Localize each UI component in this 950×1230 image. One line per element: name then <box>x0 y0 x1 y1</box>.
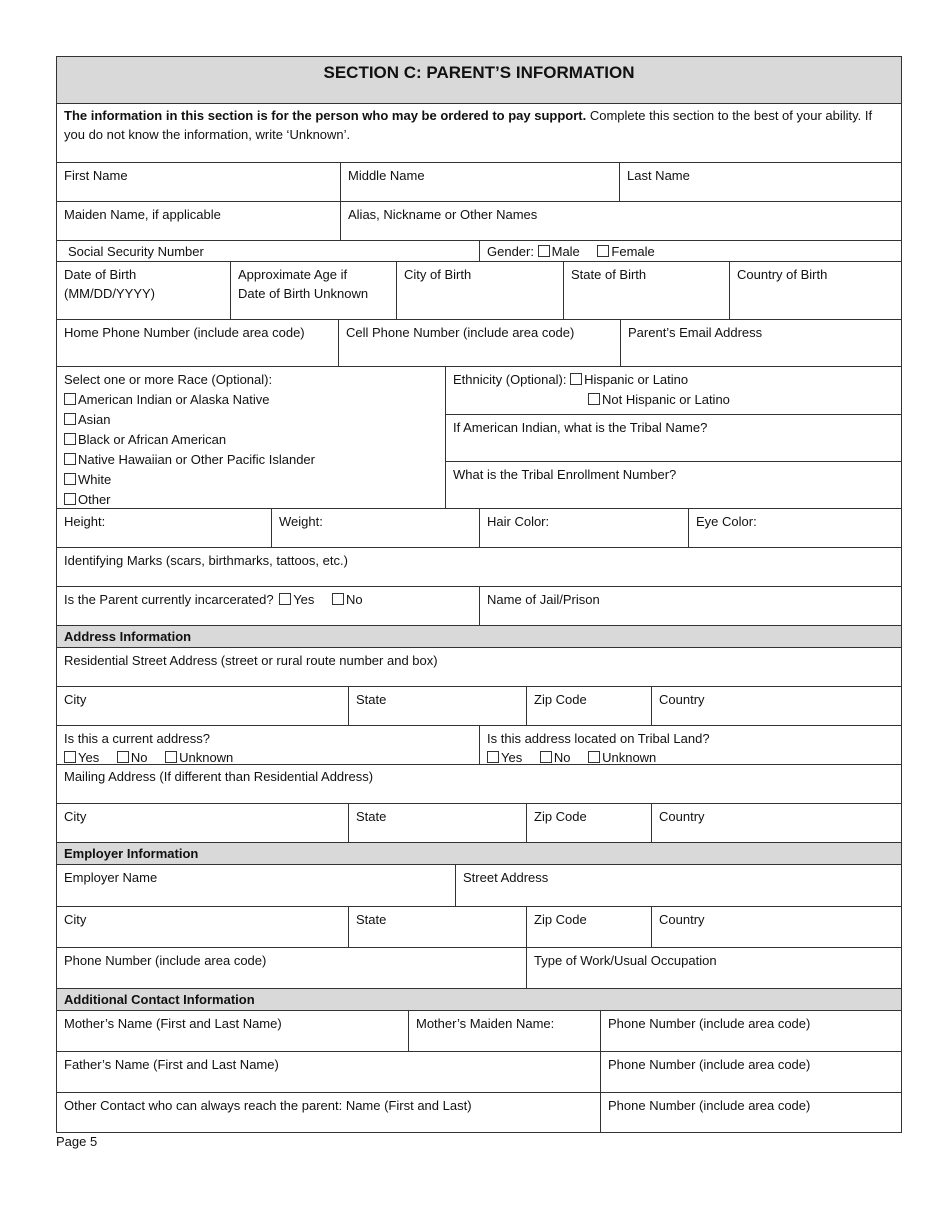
approx-age-field[interactable] <box>230 262 396 319</box>
yes-label: Yes <box>501 750 523 764</box>
residential-address-field[interactable]: Residential Street Address (street or rural route number and box) <box>64 653 438 668</box>
race-option[interactable] <box>64 390 438 410</box>
race-checkbox[interactable] <box>64 433 76 445</box>
weight-field[interactable]: Weight: <box>271 509 479 547</box>
section-title-row <box>57 57 901 103</box>
incarcerated-field <box>57 587 479 625</box>
res-country-field[interactable]: Country <box>651 687 901 725</box>
race-field <box>57 367 445 508</box>
gender-field <box>479 241 901 261</box>
address-status-row <box>57 725 901 764</box>
female-label: Female <box>611 244 655 259</box>
father-row <box>57 1051 901 1092</box>
mailing-address-field[interactable]: Mailing Address (If different than Residential Address) <box>64 769 374 784</box>
dob-field[interactable] <box>57 262 230 319</box>
state-of-birth-field[interactable]: State of Birth <box>563 262 729 319</box>
intro-row <box>57 103 901 162</box>
tribal-yes-option[interactable] <box>487 748 522 764</box>
occupation-field[interactable]: Type of Work/Usual Occupation <box>526 948 901 988</box>
mail-zip-field[interactable]: Zip Code <box>526 804 651 842</box>
employer-name-field[interactable]: Employer Name <box>64 870 158 885</box>
unknown-label: Unknown <box>602 750 657 764</box>
res-city-field[interactable]: City <box>64 692 87 707</box>
yes-checkbox[interactable] <box>64 751 76 763</box>
race-label: Other <box>78 492 111 507</box>
race-checkbox[interactable] <box>64 393 76 405</box>
ssn-field[interactable]: Social Security Number <box>68 244 204 259</box>
gender-female-option[interactable] <box>597 242 654 261</box>
employer-country-field[interactable]: Country <box>651 907 901 947</box>
dob-label: Date of Birth <box>64 267 137 282</box>
res-city-row <box>57 686 901 725</box>
marks-row <box>57 547 901 586</box>
race-ethnicity-row <box>57 366 901 508</box>
yes-label: Yes <box>78 750 100 764</box>
tribal-no-option[interactable] <box>540 748 571 764</box>
unknown-checkbox[interactable] <box>165 751 177 763</box>
employer-row <box>57 864 901 906</box>
phone-row <box>57 319 901 366</box>
ethnicity-label: Ethnicity (Optional): <box>453 372 567 387</box>
page-number: Page 5 <box>56 1134 98 1149</box>
city-of-birth-field[interactable]: City of Birth <box>396 262 563 319</box>
mother-phone-field[interactable]: Phone Number (include area code) <box>600 1011 901 1051</box>
other-contact-name-field[interactable]: Other Contact who can always reach the parent: Name (First and Last) <box>64 1098 472 1113</box>
race-header: Select one or more Race (Optional): <box>64 372 273 387</box>
unknown-checkbox[interactable] <box>588 751 600 763</box>
maiden-row <box>57 201 901 240</box>
section-title: SECTION C: PARENT’S INFORMATION <box>57 57 901 103</box>
mother-row <box>57 1010 901 1051</box>
maiden-name-field[interactable]: Maiden Name, if applicable <box>64 207 221 222</box>
mailing-row <box>57 764 901 803</box>
employer-phone-field[interactable]: Phone Number (include area code) <box>64 953 267 968</box>
approx-age-sub: Date of Birth Unknown <box>238 286 369 301</box>
race-option[interactable] <box>64 490 438 508</box>
race-option[interactable] <box>64 410 438 430</box>
name-row <box>57 162 901 201</box>
not-hispanic-option[interactable] <box>453 390 894 410</box>
not-hispanic-checkbox[interactable] <box>588 393 600 405</box>
no-checkbox[interactable] <box>332 593 344 605</box>
address-info-header: Address Information <box>57 625 901 647</box>
physical-row <box>57 508 901 547</box>
intro-text <box>57 104 901 162</box>
incarceration-row <box>57 586 901 625</box>
first-name-field[interactable]: First Name <box>64 168 128 183</box>
other-contact-phone-field[interactable]: Phone Number (include area code) <box>600 1093 901 1132</box>
race-label: Native Hawaiian or Other Pacific Islander <box>78 452 315 467</box>
race-option[interactable] <box>64 430 438 450</box>
hair-color-field[interactable]: Hair Color: <box>479 509 688 547</box>
race-label: American Indian or Alaska Native <box>78 392 270 407</box>
not-hispanic-label: Not Hispanic or Latino <box>602 392 730 407</box>
approx-age-label: Approximate Age if <box>238 267 348 282</box>
no-checkbox[interactable] <box>117 751 129 763</box>
employer-city-row <box>57 906 901 947</box>
employer-street-field[interactable]: Street Address <box>455 865 901 906</box>
alias-field[interactable]: Alias, Nickname or Other Names <box>340 202 901 240</box>
other-contact-row <box>57 1092 901 1132</box>
male-label: Male <box>551 244 580 259</box>
employer-city-field[interactable]: City <box>64 912 87 927</box>
country-of-birth-field[interactable]: Country of Birth <box>729 262 901 319</box>
tribal-land-field <box>479 726 901 764</box>
mother-name-field[interactable]: Mother’s Name (First and Last Name) <box>64 1016 282 1031</box>
res-state-field[interactable]: State <box>348 687 526 725</box>
female-checkbox[interactable] <box>597 245 609 257</box>
current-address-field <box>57 726 479 764</box>
mail-city-field[interactable]: City <box>64 809 87 824</box>
race-label: Black or African American <box>78 432 227 447</box>
current-unknown-option[interactable] <box>165 748 233 764</box>
height-field[interactable]: Height: <box>64 514 106 529</box>
last-name-field[interactable]: Last Name <box>619 163 901 201</box>
dob-format: (MM/DD/YYYY) <box>64 286 155 301</box>
eye-color-field[interactable]: Eye Color: <box>688 509 901 547</box>
employer-info-header: Employer Information <box>57 842 901 864</box>
middle-name-field[interactable]: Middle Name <box>340 163 619 201</box>
race-label: Asian <box>78 412 111 427</box>
current-no-option[interactable] <box>117 748 148 764</box>
ssn-row <box>57 240 901 261</box>
race-label: White <box>78 472 112 487</box>
father-name-field[interactable]: Father’s Name (First and Last Name) <box>64 1057 279 1072</box>
gender-male-option[interactable] <box>538 242 580 261</box>
no-label: No <box>130 750 148 764</box>
hispanic-option[interactable] <box>570 372 688 387</box>
tribal-name-field[interactable]: If American Indian, what is the Tribal Name? <box>446 414 901 461</box>
email-field[interactable]: Parent’s Email Address <box>620 320 901 366</box>
cell-phone-field[interactable]: Cell Phone Number (include area code) <box>338 320 620 366</box>
additional-info-header: Additional Contact Information <box>57 988 901 1010</box>
gender-label: Gender: <box>487 244 534 259</box>
race-checkbox[interactable] <box>64 473 76 485</box>
incarcerated-no-option[interactable] <box>332 590 363 609</box>
incarcerated-label: Is the Parent currently incarcerated? <box>64 592 274 607</box>
residential-row <box>57 647 901 686</box>
incarcerated-yes-option[interactable] <box>279 590 314 609</box>
father-phone-field[interactable]: Phone Number (include area code) <box>600 1052 901 1092</box>
race-checkbox[interactable] <box>64 453 76 465</box>
no-label: No <box>346 592 363 607</box>
intro-bold: The information in this section is for the person who may be ordered to pay support. <box>64 108 587 123</box>
employer-zip-field[interactable]: Zip Code <box>526 907 651 947</box>
yes-checkbox[interactable] <box>279 593 291 605</box>
birth-row <box>57 261 901 319</box>
identifying-marks-field[interactable]: Identifying Marks (scars, birthmarks, tattoos, etc.) <box>64 553 348 568</box>
home-phone-field[interactable]: Home Phone Number (include area code) <box>64 325 305 340</box>
ethnicity-tribal-column <box>445 367 901 508</box>
yes-checkbox[interactable] <box>487 751 499 763</box>
race-option[interactable] <box>64 470 438 490</box>
race-checkbox[interactable] <box>64 413 76 425</box>
race-checkbox[interactable] <box>64 493 76 505</box>
employer-phone-row <box>57 947 901 988</box>
parent-information-form <box>56 56 902 1133</box>
mail-state-field[interactable]: State <box>348 804 526 842</box>
employer-state-field[interactable]: State <box>348 907 526 947</box>
mother-maiden-field[interactable]: Mother’s Maiden Name: <box>408 1011 600 1051</box>
tribal-enrollment-field[interactable]: What is the Tribal Enrollment Number? <box>446 461 901 508</box>
ethnicity-field <box>446 367 901 414</box>
tribal-unknown-option[interactable] <box>588 748 656 764</box>
male-checkbox[interactable] <box>538 245 550 257</box>
tribal-land-label: Is this address located on Tribal Land? <box>487 731 710 746</box>
current-address-label: Is this a current address? <box>64 731 210 746</box>
current-yes-option[interactable] <box>64 748 99 764</box>
hispanic-label: Hispanic or Latino <box>584 372 689 387</box>
jail-name-field[interactable]: Name of Jail/Prison <box>479 587 901 625</box>
mail-city-row <box>57 803 901 842</box>
race-option[interactable] <box>64 450 438 470</box>
intro-rest: Complete this section to the best of your ability. If you do not know the information, write ‘Unknown’. <box>64 108 873 142</box>
mail-country-field[interactable]: Country <box>651 804 901 842</box>
no-checkbox[interactable] <box>540 751 552 763</box>
hispanic-checkbox[interactable] <box>570 373 582 385</box>
yes-label: Yes <box>293 592 315 607</box>
res-zip-field[interactable]: Zip Code <box>526 687 651 725</box>
unknown-label: Unknown <box>179 750 234 764</box>
no-label: No <box>553 750 571 764</box>
